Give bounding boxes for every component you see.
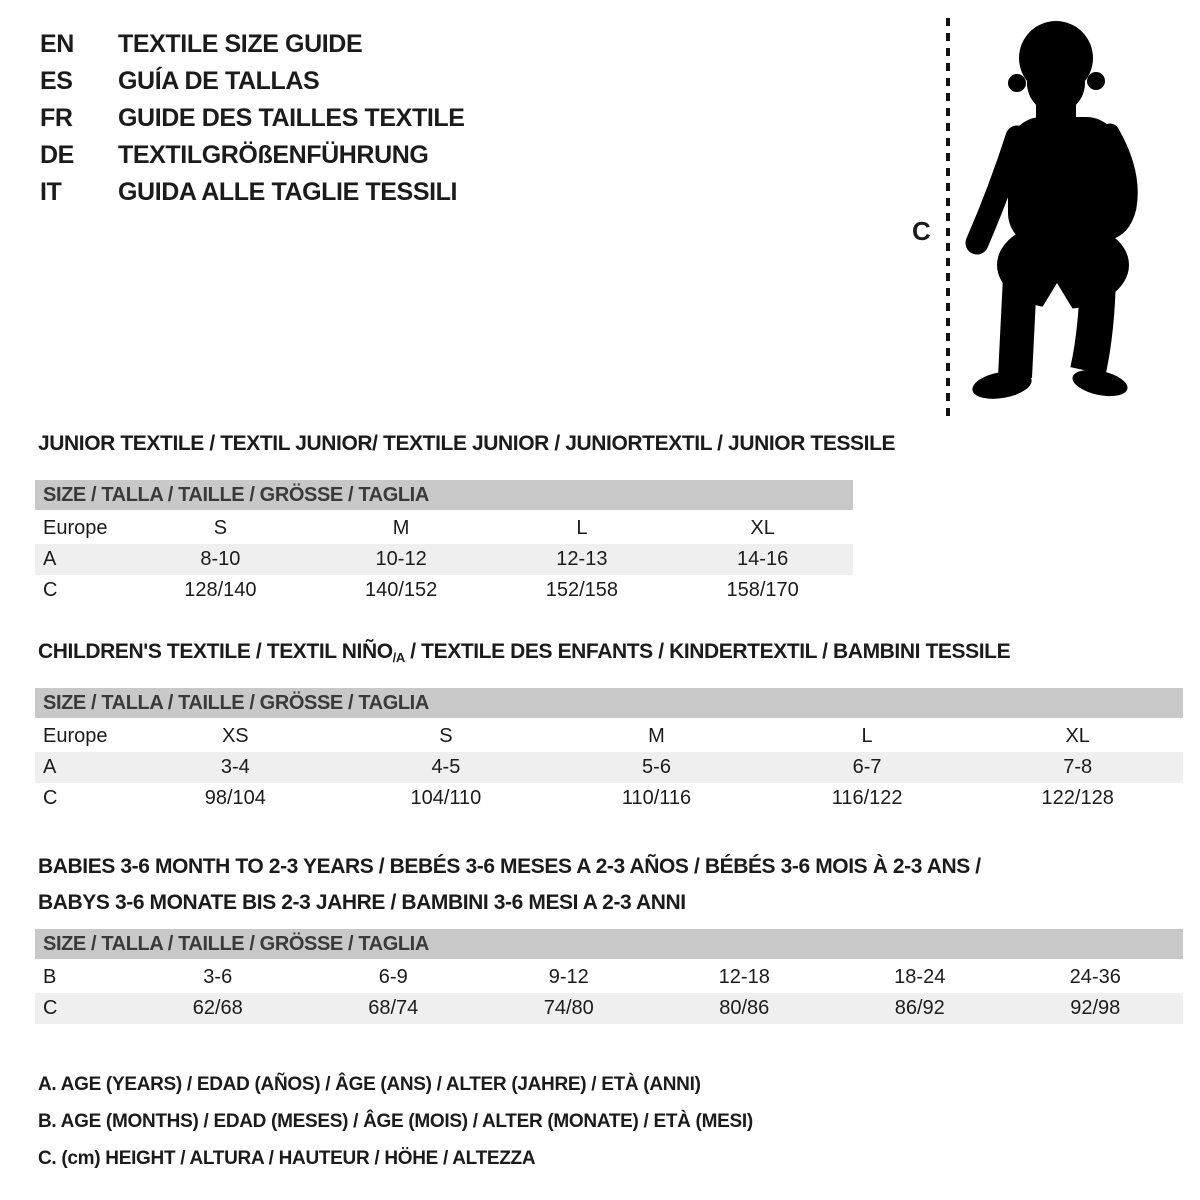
height-cell: 74/80 <box>543 997 594 1019</box>
size-cell: S <box>439 725 453 747</box>
height-cell: 140/152 <box>364 579 438 601</box>
row-label-c: C <box>43 579 58 601</box>
babies-table-header: SIZE / TALLA / TAILLE / GRÖSSE / TAGLIA <box>35 929 1183 959</box>
row-label-a: A <box>43 756 57 778</box>
row-label-europe: Europe <box>43 517 108 539</box>
legend-line-c: C. (cm) HEIGHT / ALTURA / HAUTEUR / HÖHE / ALTEZZA <box>38 1148 536 1169</box>
babies-title-line1: BABIES 3-6 MONTH TO 2-3 YEARS / BEBÉS 3-6 MESES A 2-3 AÑOS / BÉBÉS 3-6 MOIS À 2-3 ANS / <box>38 855 981 878</box>
height-cell: 122/128 <box>1041 787 1114 809</box>
height-measure-label: C <box>912 216 931 246</box>
lang-title-it: GUIDA ALLE TAGLIE TESSILI <box>118 178 458 206</box>
age-cell: 4-5 <box>431 756 461 778</box>
table-row <box>35 993 1183 1024</box>
children-section-title <box>38 640 1010 665</box>
row-label-a: A <box>43 548 57 570</box>
age-cell: 14-16 <box>737 548 789 570</box>
table-row <box>35 513 853 544</box>
row-label-b: B <box>43 966 57 988</box>
months-cell: 12-18 <box>718 966 770 988</box>
lang-title-de: TEXTILGRÖßENFÜHRUNG <box>118 141 429 169</box>
lang-title-en: TEXTILE SIZE GUIDE <box>118 30 363 58</box>
legend-line-a: A. AGE (YEARS) / EDAD (AÑOS) / ÂGE (ANS) / ALTER (JAHRE) / ETÀ (ANNI) <box>38 1074 701 1095</box>
table-row <box>35 783 1183 814</box>
babies-section-title <box>38 849 981 921</box>
lang-code-en: EN <box>40 30 74 58</box>
legend-line-b: B. AGE (MONTHS) / EDAD (MESES) / ÂGE (MOIS) / ALTER (MONATE) / ETÀ (MESI) <box>38 1111 753 1132</box>
table-row <box>35 544 853 575</box>
size-cell: L <box>576 517 588 539</box>
height-cell: 110/116 <box>621 787 692 809</box>
height-figure <box>900 0 1200 430</box>
children-title-part1: CHILDREN'S TEXTILE / TEXTIL NIÑO <box>38 640 393 663</box>
size-cell: XS <box>221 725 249 747</box>
height-measure-dashed-line <box>946 18 950 416</box>
months-cell: 9-12 <box>548 966 589 988</box>
language-title-list <box>40 26 465 211</box>
table-row <box>35 721 1183 752</box>
table-row <box>35 575 853 606</box>
babies-size-table <box>35 929 1183 1024</box>
months-cell: 18-24 <box>894 966 946 988</box>
legend <box>38 1066 753 1177</box>
months-cell: 6-9 <box>378 966 408 988</box>
lang-title-fr: GUIDE DES TAILLES TEXTILE <box>118 104 465 132</box>
height-cell: 152/158 <box>545 579 619 601</box>
junior-size-table <box>35 480 853 606</box>
height-cell: 116/122 <box>831 787 903 809</box>
table-row <box>35 752 1183 783</box>
height-cell: 92/98 <box>1070 997 1121 1019</box>
row-label-c: C <box>43 787 58 809</box>
height-cell: 86/92 <box>894 997 945 1019</box>
toddler-silhouette-icon <box>960 15 1150 415</box>
lang-row-it <box>40 174 465 211</box>
lang-code-it: IT <box>40 178 62 206</box>
height-cell: 98/104 <box>204 787 266 809</box>
lang-code-de: DE <box>40 141 74 169</box>
height-cell: 68/74 <box>368 997 419 1019</box>
height-cell: 158/170 <box>726 579 799 601</box>
age-cell: 6-7 <box>852 756 882 778</box>
size-cell: L <box>861 725 873 747</box>
age-cell: 5-6 <box>642 756 671 778</box>
age-cell: 10-12 <box>375 548 427 570</box>
lang-title-es: GUÍA DE TALLAS <box>118 67 320 95</box>
size-cell: XL <box>1065 725 1090 747</box>
children-title-subscript: /A <box>392 650 405 665</box>
row-label-europe: Europe <box>43 725 108 747</box>
babies-title-line2: BABYS 3-6 MONATE BIS 2-3 JAHRE / BAMBINI 3-6 MESI A 2-3 ANNI <box>38 891 686 914</box>
months-cell: 3-6 <box>203 966 233 988</box>
lang-code-fr: FR <box>40 104 73 132</box>
row-label-c: C <box>43 997 58 1019</box>
lang-row-fr <box>40 100 465 137</box>
size-cell: M <box>392 517 410 539</box>
table-row <box>35 962 1183 993</box>
age-cell: 12-13 <box>556 548 608 570</box>
months-cell: 24-36 <box>1069 966 1121 988</box>
lang-row-de <box>40 137 465 174</box>
children-size-table <box>35 688 1183 814</box>
age-cell: 7-8 <box>1063 756 1093 778</box>
junior-section-title: JUNIOR TEXTILE / TEXTIL JUNIOR/ TEXTILE JUNIOR / JUNIORTEXTIL / JUNIOR TESSILE <box>38 432 896 455</box>
age-cell: 3-4 <box>220 756 250 778</box>
children-table-header: SIZE / TALLA / TAILLE / GRÖSSE / TAGLIA <box>35 688 1183 718</box>
size-cell: M <box>648 725 665 747</box>
lang-row-es <box>40 63 465 100</box>
height-cell: 104/110 <box>410 787 482 809</box>
junior-table-header: SIZE / TALLA / TAILLE / GRÖSSE / TAGLIA <box>35 480 853 510</box>
size-cell: S <box>213 517 228 539</box>
children-title-part2: / TEXTILE DES ENFANTS / KINDERTEXTIL / BAMBINI TESSILE <box>404 640 1011 663</box>
height-cell: 80/86 <box>719 997 770 1019</box>
height-cell: 62/68 <box>192 997 243 1019</box>
age-cell: 8-10 <box>200 548 241 570</box>
height-cell: 128/140 <box>184 579 257 601</box>
lang-code-es: ES <box>40 67 73 95</box>
lang-row-en <box>40 26 465 63</box>
size-cell: XL <box>750 517 775 539</box>
